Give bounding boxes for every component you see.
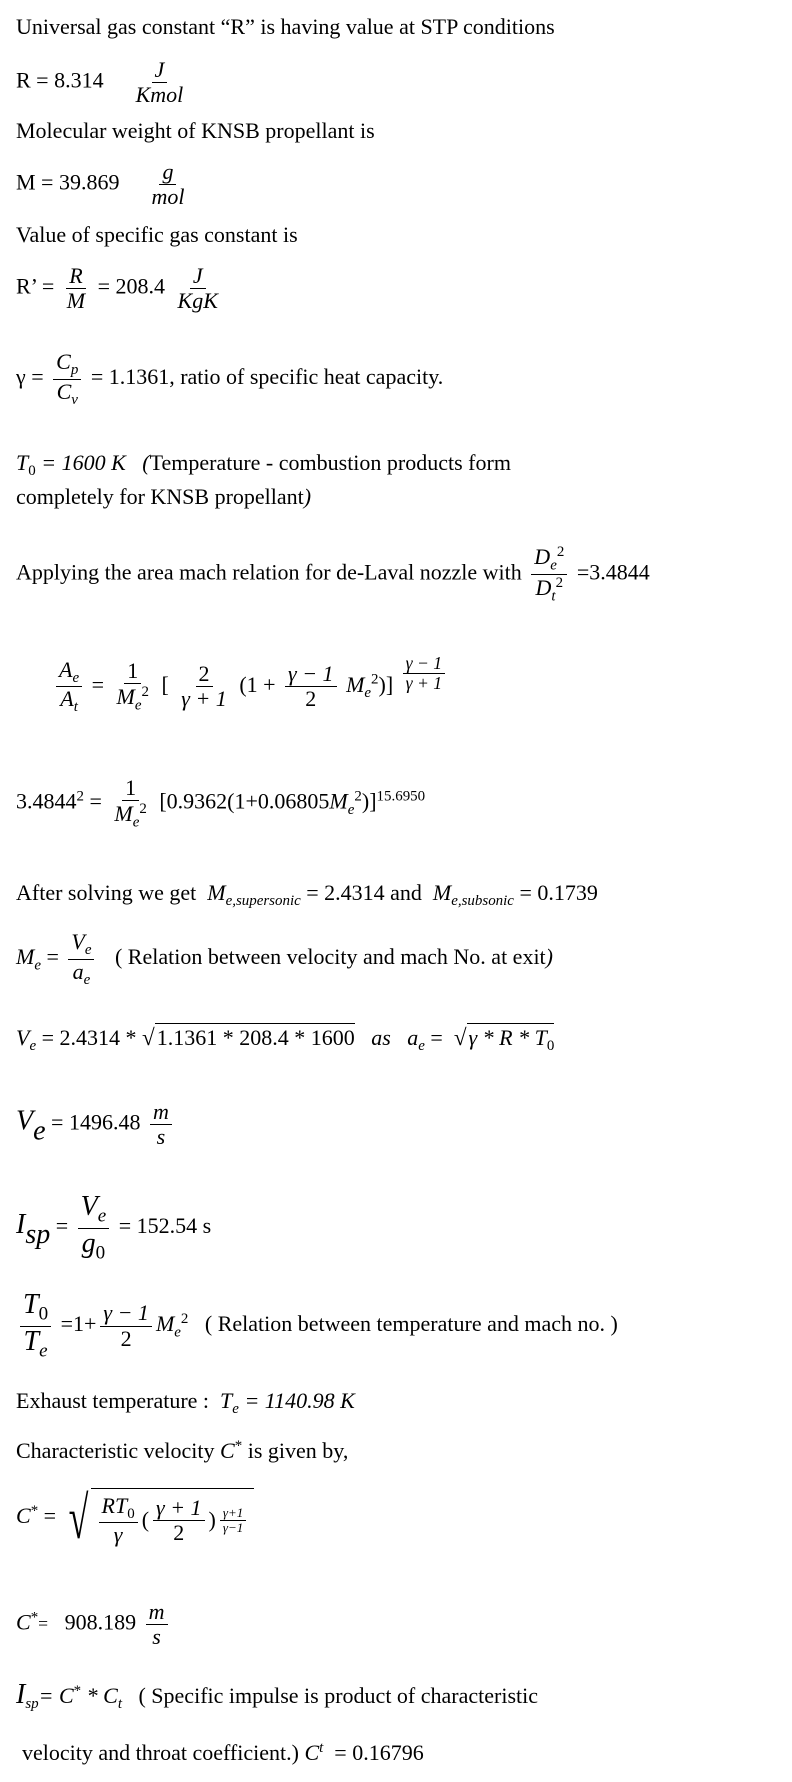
m-value-equation [16, 160, 191, 209]
sub: sp [25, 1218, 51, 1250]
cp-sub: p [70, 362, 79, 379]
r-value-equation [16, 58, 190, 107]
den [79, 1229, 109, 1265]
area-ratio-equation [52, 654, 449, 716]
t0-line [16, 450, 511, 481]
num: 2 [196, 662, 213, 687]
small-exponent [220, 1506, 246, 1536]
d: D [534, 544, 551, 570]
isp-product-line [16, 1678, 538, 1714]
num: R [66, 264, 85, 289]
unit-m-per-s [150, 1100, 172, 1149]
num [531, 544, 567, 575]
m: M [207, 880, 226, 905]
mach-velocity-relation [16, 930, 553, 988]
sub: 0 [95, 1242, 106, 1264]
star: * [234, 1438, 243, 1454]
i: I [16, 1209, 26, 1241]
sub: e,supersonic [225, 893, 301, 910]
unit-den: Kmol [135, 82, 184, 108]
sub: e [364, 685, 372, 702]
eq: = [38, 1613, 49, 1634]
unit-num: g [159, 160, 176, 185]
den: γ + 1 [181, 686, 227, 712]
t0-value: = 1600 K [41, 450, 126, 475]
temperature-relation [16, 1290, 618, 1362]
v: V [16, 1025, 30, 1050]
r-over-m [64, 264, 88, 313]
value: = 0.1739 [519, 880, 598, 905]
note: ( Relation between velocity and mach No. at exit [114, 944, 546, 970]
paren: (1 + [239, 671, 276, 697]
t-symbol: T [16, 450, 29, 475]
eq: = [91, 671, 105, 697]
eq: = [43, 1503, 57, 1529]
eq: = [55, 1213, 69, 1239]
sub: e,subsonic [451, 893, 514, 910]
text: Applying the area mach relation for de-Laval nozzle with [16, 559, 522, 585]
text: After solving we get [16, 880, 197, 905]
c: C [304, 1740, 320, 1766]
as: as [371, 1025, 391, 1050]
unit-num: J [152, 58, 168, 83]
value: = 2.4314 and [306, 880, 422, 905]
bracket: [ [161, 671, 169, 697]
sub: t [73, 699, 78, 716]
c-star-formula [16, 1485, 254, 1551]
throat-coefficient-line [22, 1740, 424, 1767]
sub: 0 [38, 1303, 49, 1325]
value: = 1.1361, ratio of specific heat capacity. [90, 364, 444, 390]
a: A [60, 686, 74, 712]
eq: = [89, 788, 102, 814]
mid: [0.9362(1+0.06805 [159, 788, 330, 814]
den: 2 [120, 1325, 132, 1351]
ae-over-at [56, 658, 82, 716]
sub: t [551, 588, 556, 605]
paren: ( [141, 1507, 150, 1533]
sub: e [83, 971, 91, 988]
num [78, 1192, 110, 1229]
sqrt-icon: √ [453, 1024, 467, 1050]
text: Characteristic velocity [16, 1438, 215, 1464]
r-value: R = 8.314 [16, 67, 104, 93]
sub: e [84, 942, 92, 959]
gp1-over-2 [153, 1496, 205, 1545]
num: γ − 1 [403, 654, 445, 674]
two-over-gp1 [178, 662, 230, 711]
value: = 1140.98 K [244, 1388, 355, 1413]
sqrt-icon: √ [142, 1024, 155, 1050]
den: s [156, 1124, 166, 1150]
den [111, 801, 149, 831]
i: I [16, 1679, 26, 1710]
root-text: γ * R * T [468, 1025, 547, 1050]
cp-over-cv [53, 350, 81, 408]
unit-j-per-kgk [175, 264, 221, 313]
paren: ) [303, 484, 312, 509]
m: M [329, 788, 348, 814]
star: * [73, 1682, 82, 1699]
solving-line [16, 880, 598, 911]
num: 1 [122, 776, 139, 801]
c: C [16, 1503, 31, 1529]
den [21, 1327, 51, 1363]
root-body [91, 1488, 255, 1548]
t: T [23, 1325, 40, 1357]
lhs: R’ = [16, 273, 55, 299]
num: γ − 1 [285, 662, 337, 687]
unit-den: mol [151, 184, 185, 210]
characteristic-velocity-line [16, 1438, 348, 1465]
mul: * C [86, 1683, 118, 1708]
den: γ + 1 [405, 673, 443, 694]
text: Universal gas constant “R” is having value at STP conditions [16, 14, 555, 39]
unit-j-per-kmol [133, 58, 187, 107]
m: M [114, 801, 133, 827]
value: = 208.4 [97, 273, 166, 299]
sqrt-expression [62, 1485, 255, 1551]
sub: sp [25, 1696, 39, 1713]
g: g [81, 1227, 96, 1259]
r-prime-equation [16, 264, 225, 313]
sub: 0 [127, 1505, 135, 1522]
sup: 2 [556, 544, 565, 560]
v: V [80, 1191, 98, 1222]
sub: e [97, 1205, 107, 1227]
value: 908.189 [64, 1609, 137, 1635]
sub: e [132, 814, 140, 831]
sub: e [347, 801, 355, 818]
num: m [150, 1100, 172, 1125]
unit-m-per-s [146, 1600, 168, 1649]
exponent [403, 654, 445, 694]
eq: = [430, 1025, 443, 1050]
t: T [23, 1289, 39, 1320]
num [56, 658, 82, 688]
t0-line-2 [16, 484, 311, 510]
paren: ( [142, 450, 150, 475]
isp-equation [16, 1192, 211, 1264]
exhaust-temperature [16, 1388, 355, 1419]
d: D [535, 575, 552, 601]
area-mach-line [16, 544, 650, 605]
den: 2 [305, 686, 317, 712]
den [57, 687, 81, 716]
m: M [346, 671, 365, 697]
ve-over-ae [68, 930, 94, 988]
sub: e [29, 1038, 37, 1055]
numeric-equation [16, 776, 425, 831]
num: γ + 1 [153, 1496, 205, 1521]
num [20, 1290, 51, 1327]
cv-sub: v [71, 391, 78, 408]
sup: 2 [555, 574, 564, 591]
den [70, 960, 94, 989]
num [68, 930, 94, 960]
num: γ − 1 [100, 1301, 152, 1326]
m: M [155, 1311, 175, 1337]
den: KgK [177, 288, 218, 314]
m-value: M = 39.869 [16, 169, 120, 195]
c: C [220, 1438, 235, 1464]
cv: C [56, 378, 72, 404]
a: a [72, 958, 84, 984]
rt0-over-gamma [99, 1494, 138, 1548]
sub: e [134, 697, 142, 714]
close: )] [378, 671, 394, 697]
paren: ) [208, 1507, 216, 1533]
value: = 0.16796 [334, 1740, 424, 1766]
lhs: 3.4844 [16, 788, 77, 814]
sub: e [550, 557, 557, 574]
sup: 2 [141, 684, 149, 701]
note: ( Specific impulse is product of characteristic [138, 1683, 539, 1708]
sup: 2 [371, 671, 379, 688]
num: γ+1 [220, 1506, 246, 1521]
ve-over-g0 [78, 1192, 110, 1264]
num [53, 350, 81, 380]
den: M [66, 288, 86, 314]
note: ( Relation between temperature and mach no. ) [204, 1311, 618, 1337]
sub: e [174, 1324, 181, 1341]
value: = 1496.48 [51, 1109, 141, 1135]
expr: =1+ [60, 1311, 97, 1337]
den: s [152, 1624, 161, 1650]
sup: 2 [354, 788, 362, 805]
ve-expression [16, 1024, 554, 1056]
a: A [59, 656, 73, 682]
num: 1 [124, 659, 141, 684]
v: V [16, 1105, 34, 1137]
sqrt-icon: √ [68, 1485, 88, 1551]
note: Temperature - combustion products form [149, 450, 511, 475]
rt: RT [101, 1492, 128, 1518]
sub: e [72, 669, 80, 686]
expr: = 2.4314 * [41, 1025, 137, 1050]
m: M [432, 880, 452, 905]
sup: 2 [76, 788, 84, 805]
note: velocity and throat coefficient.) [22, 1740, 299, 1766]
tail: )] [361, 788, 377, 814]
m: M [116, 684, 135, 710]
a: a [407, 1025, 419, 1050]
den: 2 [173, 1520, 185, 1545]
den: γ−1 [222, 1520, 244, 1535]
num: m [146, 1600, 168, 1625]
text: is given by, [247, 1438, 349, 1464]
text: Value of specific gas constant is [16, 222, 298, 247]
value: = 152.54 s [118, 1213, 212, 1239]
sub: t [117, 1696, 122, 1713]
t: T [220, 1388, 233, 1413]
root-body: 1.1361 * 208.4 * 1600 [156, 1025, 355, 1050]
note: completely for KNSB propellant [16, 484, 304, 509]
text: Molecular weight of KNSB propellant is [16, 118, 375, 143]
eq: = [46, 944, 59, 970]
one-over-me2 [114, 659, 152, 714]
sup: t [319, 1740, 324, 1756]
cp: C [56, 349, 71, 374]
eq: = C [38, 1683, 74, 1708]
v: V [71, 929, 85, 954]
lhs: γ = [16, 364, 44, 390]
specific-gas-line [16, 222, 298, 248]
den: γ [113, 1522, 123, 1548]
sup: 2 [139, 801, 147, 818]
root-body [467, 1023, 555, 1055]
den [54, 380, 81, 409]
t0-over-te [20, 1290, 51, 1362]
intro-gas-constant-line [16, 14, 555, 40]
star: * [30, 1502, 39, 1519]
c: C [16, 1609, 31, 1635]
de-over-dt [531, 544, 567, 605]
num [99, 1494, 138, 1524]
num: J [190, 264, 206, 289]
unit-g-per-mol [148, 160, 187, 209]
den [533, 575, 567, 605]
sub: e [33, 1115, 46, 1147]
c-star-value [16, 1600, 172, 1649]
star: * [30, 1609, 39, 1626]
sup: 2 [180, 1310, 189, 1327]
sub: 0 [546, 1038, 555, 1055]
sub: e [418, 1038, 425, 1055]
value: =3.4844 [576, 559, 650, 585]
sub: e [39, 1340, 48, 1362]
mol-weight-line [16, 118, 375, 144]
t-sub: 0 [28, 463, 36, 480]
one-over-me2 [111, 776, 149, 831]
sub: e [34, 957, 41, 974]
gamma-equation [16, 350, 443, 408]
den [114, 684, 152, 714]
m: M [16, 944, 35, 970]
label: Exhaust temperature : [16, 1388, 210, 1413]
gm1-over-2 [285, 662, 337, 711]
ve-value [16, 1100, 176, 1149]
exp: 15.6950 [376, 788, 426, 805]
gm1-over-2 [100, 1301, 152, 1350]
paren: ) [545, 944, 553, 970]
sub: e [232, 1401, 239, 1418]
